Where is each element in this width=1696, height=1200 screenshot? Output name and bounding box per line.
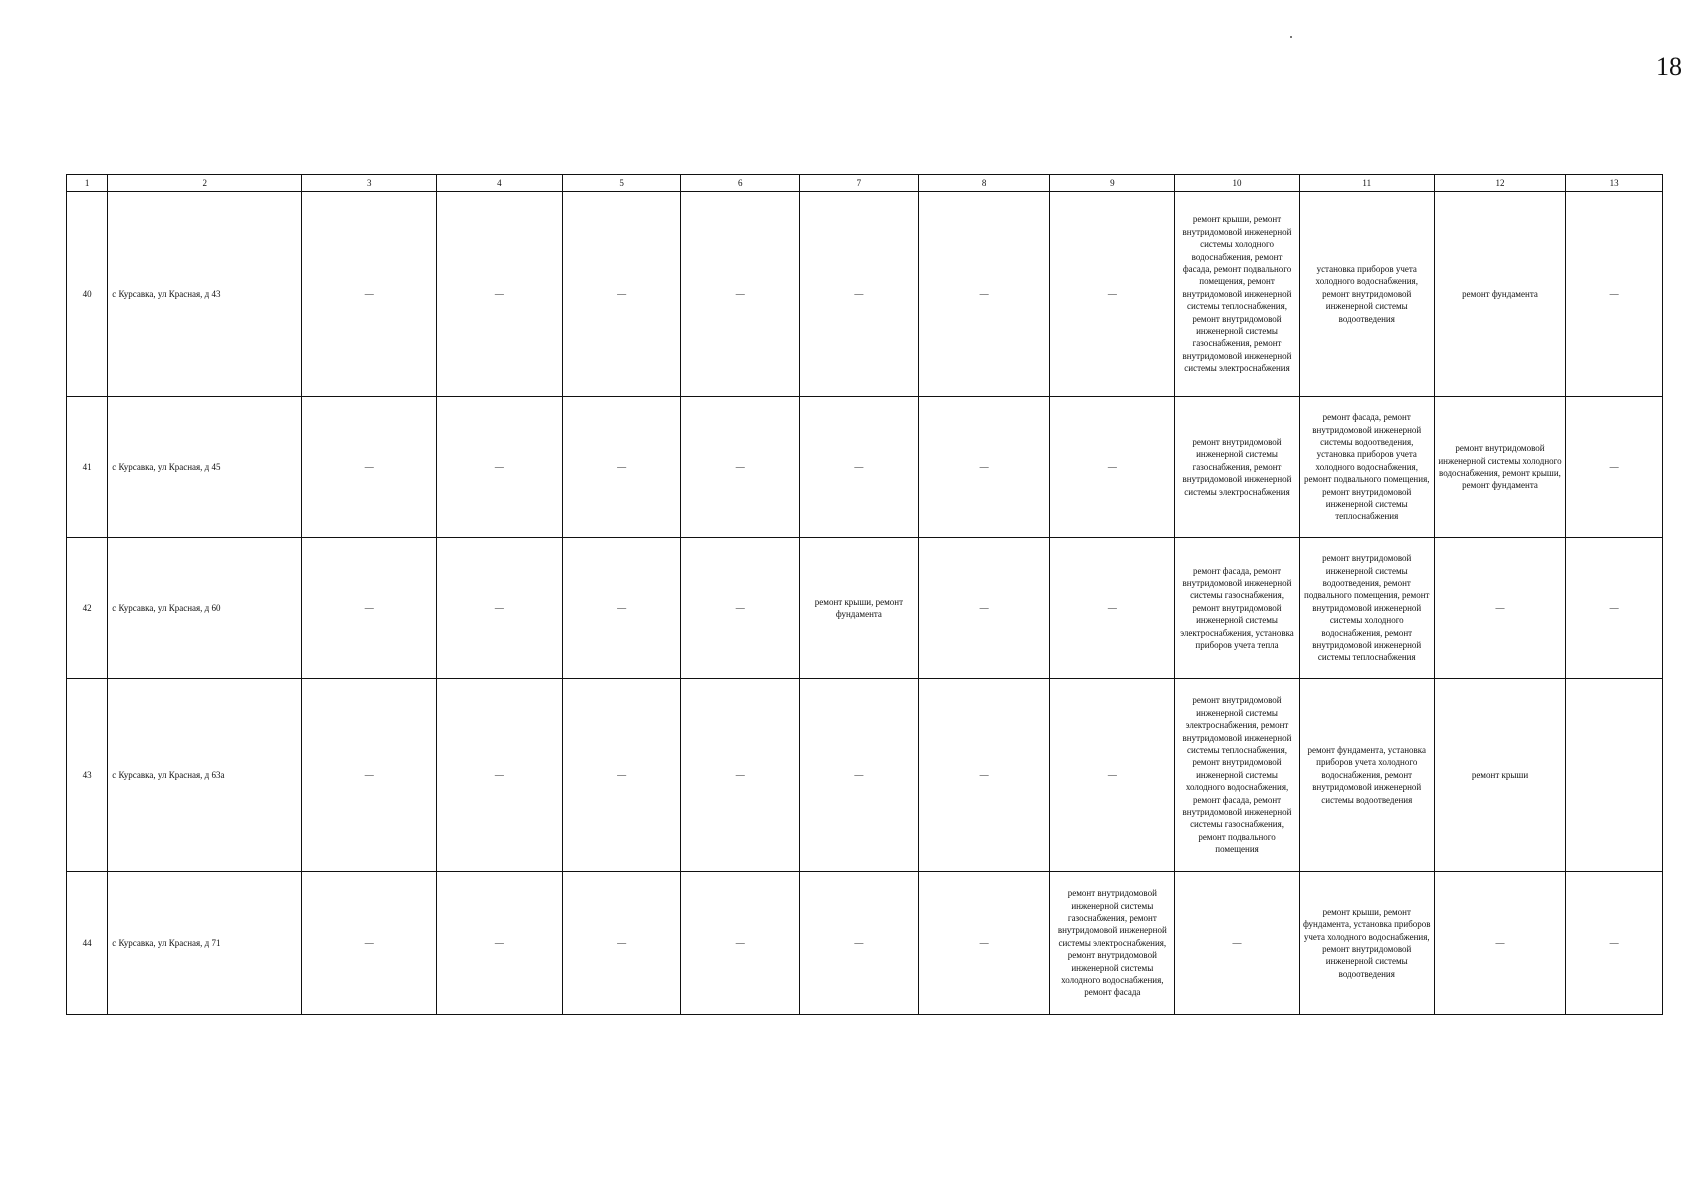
row-number: 42 [67,538,108,679]
table-row [67,192,1663,397]
work-cell-10: ремонт внутридомовой инженерной системы газоснабжения, ремонт внутридомовой инженерной системы электроснабжения [1175,397,1300,538]
work-cell-6: — [681,192,800,397]
work-cell-3: — [302,538,437,679]
work-cell-3: — [302,397,437,538]
work-cell-13 [1566,679,1663,872]
column-header: 11 [1299,175,1434,192]
work-cell-7: — [800,397,919,538]
work-cell-9: — [1050,397,1175,538]
column-header: 9 [1050,175,1175,192]
address-cell: с Курсавка, ул Красная, д 45 [108,397,302,538]
work-cell-5: — [562,397,681,538]
work-cell-11: установка приборов учета холодного водоснабжения, ремонт внутридомовой инженерной системы водоотведения [1299,192,1434,397]
work-cell-4: — [437,872,563,1015]
work-cell-3: — [302,192,437,397]
address-cell: с Курсавка, ул Красная, д 71 [108,872,302,1015]
work-cell-10: — [1175,872,1300,1015]
work-cell-8: — [918,679,1050,872]
table-body [67,175,1663,1015]
work-cell-11: ремонт фасада, ремонт внутридомовой инженерной системы водоотведения, установка приборов учета холодного водоснабжения, ремонт подвального помещения, ремонт внутридомовой инженерной системы теплоснабжения [1299,397,1434,538]
work-cell-7: — [800,679,919,872]
table-row [67,872,1663,1015]
work-cell-10: ремонт фасада, ремонт внутридомовой инженерной системы газоснабжения, ремонт внутридомовой инженерной системы электроснабжения, установка приборов учета тепла [1175,538,1300,679]
column-header: 13 [1566,175,1663,192]
column-header: 10 [1175,175,1300,192]
column-header: 5 [562,175,681,192]
work-cell-7: — [800,872,919,1015]
scan-speck [1290,36,1292,38]
repair-schedule-table [66,174,1663,1015]
column-header: 1 [67,175,108,192]
column-header: 2 [108,175,302,192]
table-row [67,397,1663,538]
column-number-row [67,175,1663,192]
work-cell-12: ремонт крыши [1434,679,1566,872]
work-cell-11: ремонт крыши, ремонт фундамента, установка приборов учета холодного водоснабжения, ремонт внутридомовой инженерной системы водоотведения [1299,872,1434,1015]
work-cell-9: — [1050,538,1175,679]
work-cell-12: — [1434,872,1566,1015]
work-cell-3: — [302,872,437,1015]
row-number: 44 [67,872,108,1015]
work-cell-11: ремонт фундамента, установка приборов учета холодного водоснабжения, ремонт внутридомовой инженерной системы водоотведения [1299,679,1434,872]
work-cell-10: ремонт внутридомовой инженерной системы электроснабжения, ремонт внутридомовой инженерной системы теплоснабжения, ремонт внутридомовой инженерной системы холодного водоснабжения, ремонт фасада, ремонт внутридомовой инженерной системы газоснабжения, ремонт подвального помещения [1175,679,1300,872]
address-cell: с Курсавка, ул Красная, д 60 [108,538,302,679]
work-cell-12: ремонт фундамента [1434,192,1566,397]
work-cell-8: — [918,538,1050,679]
work-cell-6: — [681,538,800,679]
row-number: 40 [67,192,108,397]
work-cell-13: — [1566,397,1663,538]
work-cell-5: — [562,538,681,679]
column-header: 8 [918,175,1050,192]
work-cell-6: — [681,679,800,872]
work-cell-13: — [1566,872,1663,1015]
work-cell-4: — [437,192,563,397]
work-cell-10: ремонт крыши, ремонт внутридомовой инженерной системы холодного водоснабжения, ремонт фасада, ремонт подвального помещения, ремонт внутридомовой инженерной системы теплоснабжения, ремонт внутридомовой инженерной системы газоснабжения, ремонт внутридомовой инженерной системы электроснабжения [1175,192,1300,397]
work-cell-9: — [1050,192,1175,397]
work-cell-5: — [562,679,681,872]
table-row [67,538,1663,679]
work-cell-4: — [437,397,563,538]
row-number: 41 [67,397,108,538]
work-cell-4: — [437,679,563,872]
work-cell-6: — [681,872,800,1015]
work-cell-4: — [437,538,563,679]
column-header: 4 [437,175,563,192]
work-cell-13: — [1566,538,1663,679]
work-cell-8: — [918,192,1050,397]
work-cell-5: — [562,872,681,1015]
table-row [67,679,1663,872]
address-cell: с Курсавка, ул Красная, д 43 [108,192,302,397]
row-number: 43 [67,679,108,872]
column-header: 12 [1434,175,1566,192]
work-cell-5: — [562,192,681,397]
work-cell-8: — [918,872,1050,1015]
work-cell-9: ремонт внутридомовой инженерной системы газоснабжения, ремонт внутридомовой инженерной системы электроснабжения, ремонт внутридомовой инженерной системы холодного водоснабжения, ремонт фасада [1050,872,1175,1015]
column-header: 6 [681,175,800,192]
work-cell-7: ремонт крыши, ремонт фундамента [800,538,919,679]
column-header: 3 [302,175,437,192]
column-header: 7 [800,175,919,192]
work-cell-12: ремонт внутридомовой инженерной системы холодного водоснабжения, ремонт крыши, ремонт фундамента [1434,397,1566,538]
work-cell-3: — [302,679,437,872]
work-cell-11: ремонт внутридомовой инженерной системы водоотведения, ремонт подвального помещения, ремонт внутридомовой инженерной системы холодного водоснабжения, ремонт внутридомовой инженерной системы теплоснабжения [1299,538,1434,679]
work-cell-6: — [681,397,800,538]
address-cell: с Курсавка, ул Красная, д 63а [108,679,302,872]
work-cell-12: — [1434,538,1566,679]
work-cell-13: — [1566,192,1663,397]
work-cell-9: — [1050,679,1175,872]
work-cell-8: — [918,397,1050,538]
work-cell-7: — [800,192,919,397]
page-number: 18 [1656,52,1682,81]
